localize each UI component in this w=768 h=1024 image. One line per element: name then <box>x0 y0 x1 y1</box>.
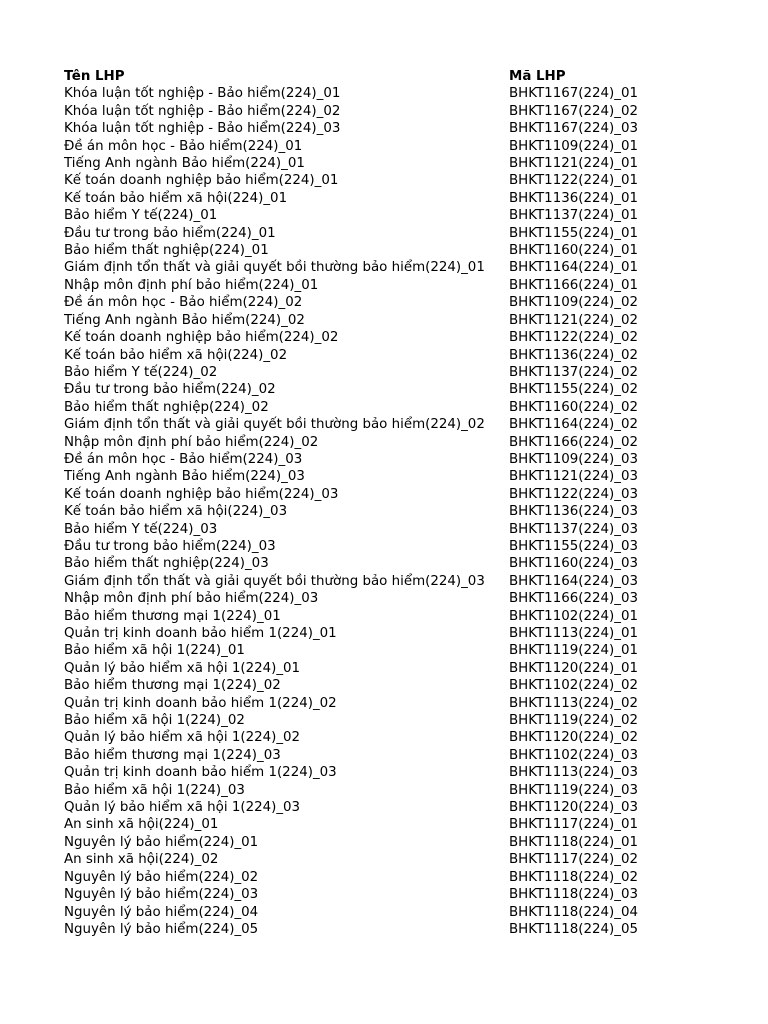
course-name-cell: Bảo hiểm xã hội 1(224)_01 <box>64 643 245 659</box>
table-row <box>64 329 659 346</box>
table-row <box>64 399 659 416</box>
course-name-cell: Bảo hiểm thương mại 1(224)_03 <box>64 747 281 763</box>
course-code-cell: BHKT1137(224)_03 <box>509 521 638 537</box>
table-row <box>64 660 659 677</box>
course-code-cell: BHKT1167(224)_01 <box>509 86 638 102</box>
course-code-cell: BHKT1122(224)_03 <box>509 486 638 502</box>
course-code-cell: BHKT1121(224)_03 <box>509 469 638 485</box>
course-name-cell: An sinh xã hội(224)_02 <box>64 852 219 868</box>
course-name-cell: Nhập môn định phí bảo hiểm(224)_02 <box>64 434 319 450</box>
course-name-cell: Khóa luận tốt nghiệp - Bảo hiểm(224)_01 <box>64 86 341 102</box>
table-row <box>64 851 659 868</box>
course-name-cell: Đầu tư trong bảo hiểm(224)_03 <box>64 538 276 554</box>
table-row <box>64 312 659 329</box>
course-code-cell: BHKT1166(224)_01 <box>509 277 638 293</box>
course-name-cell: Quản lý bảo hiểm xã hội 1(224)_02 <box>64 730 301 746</box>
header-course-code: Mã LHP <box>509 69 566 84</box>
course-name-cell: Nguyên lý bảo hiểm(224)_01 <box>64 834 259 850</box>
table-row <box>64 590 659 607</box>
table-row <box>64 434 659 451</box>
course-code-cell: BHKT1164(224)_03 <box>509 573 638 589</box>
course-name-cell: Giám định tổn thất và giải quyết bồi thường bảo hiểm(224)_02 <box>64 417 485 433</box>
course-name-cell: Nguyên lý bảo hiểm(224)_04 <box>64 904 259 920</box>
course-name-cell: Bảo hiểm thương mại 1(224)_02 <box>64 678 281 694</box>
table-row <box>64 103 659 120</box>
course-code-cell: BHKT1113(224)_02 <box>509 695 638 711</box>
course-name-cell: Đề án môn học - Bảo hiểm(224)_01 <box>64 138 303 154</box>
course-code-cell: BHKT1167(224)_02 <box>509 103 638 119</box>
table-row <box>64 782 659 799</box>
course-code-cell: BHKT1118(224)_02 <box>509 869 638 885</box>
course-code-cell: BHKT1136(224)_02 <box>509 347 638 363</box>
course-name-cell: Kế toán bảo hiểm xã hội(224)_03 <box>64 504 288 520</box>
table-row <box>64 451 659 468</box>
course-code-cell: BHKT1137(224)_01 <box>509 208 638 224</box>
course-section-table <box>64 68 659 938</box>
course-code-cell: BHKT1120(224)_01 <box>509 660 638 676</box>
table-row <box>64 242 659 259</box>
course-code-cell: BHKT1160(224)_03 <box>509 556 638 572</box>
table-row <box>64 172 659 189</box>
table-row <box>64 625 659 642</box>
course-name-cell: Kế toán doanh nghiệp bảo hiểm(224)_02 <box>64 330 339 346</box>
course-name-cell: Nguyên lý bảo hiểm(224)_02 <box>64 869 259 885</box>
table-row <box>64 207 659 224</box>
course-code-cell: BHKT1121(224)_02 <box>509 312 638 328</box>
table-row <box>64 712 659 729</box>
table-row <box>64 869 659 886</box>
header-course-name: Tên LHP <box>64 69 125 84</box>
course-name-cell: Bảo hiểm Y tế(224)_03 <box>64 521 218 537</box>
course-name-cell: Khóa luận tốt nghiệp - Bảo hiểm(224)_03 <box>64 121 341 137</box>
table-row <box>64 538 659 555</box>
table-row <box>64 294 659 311</box>
course-code-cell: BHKT1137(224)_02 <box>509 364 638 380</box>
course-name-cell: Quản lý bảo hiểm xã hội 1(224)_01 <box>64 660 301 676</box>
course-code-cell: BHKT1120(224)_03 <box>509 800 638 816</box>
table-row <box>64 521 659 538</box>
table-row <box>64 277 659 294</box>
table-row <box>64 886 659 903</box>
course-code-cell: BHKT1155(224)_01 <box>509 225 638 241</box>
table-row <box>64 555 659 572</box>
course-code-cell: BHKT1166(224)_02 <box>509 434 638 450</box>
course-code-cell: BHKT1136(224)_03 <box>509 504 638 520</box>
course-name-cell: Bảo hiểm Y tế(224)_02 <box>64 364 218 380</box>
course-name-cell: Giám định tổn thất và giải quyết bồi thường bảo hiểm(224)_01 <box>64 260 485 276</box>
course-name-cell: Quản lý bảo hiểm xã hội 1(224)_03 <box>64 800 301 816</box>
table-row <box>64 503 659 520</box>
course-code-cell: BHKT1121(224)_01 <box>509 156 638 172</box>
course-name-cell: Kế toán bảo hiểm xã hội(224)_01 <box>64 190 288 206</box>
table-row <box>64 138 659 155</box>
course-name-cell: Tiếng Anh ngành Bảo hiểm(224)_01 <box>64 156 305 172</box>
table-row <box>64 799 659 816</box>
course-code-cell: BHKT1120(224)_02 <box>509 730 638 746</box>
course-code-cell: BHKT1118(224)_03 <box>509 887 638 903</box>
course-name-cell: Đầu tư trong bảo hiểm(224)_02 <box>64 382 276 398</box>
table-row <box>64 747 659 764</box>
course-name-cell: Kế toán bảo hiểm xã hội(224)_02 <box>64 347 288 363</box>
table-row <box>64 155 659 172</box>
course-code-cell: BHKT1118(224)_01 <box>509 834 638 850</box>
table-row <box>64 695 659 712</box>
course-name-cell: Nhập môn định phí bảo hiểm(224)_03 <box>64 591 319 607</box>
table-row <box>64 85 659 102</box>
course-name-cell: Kế toán doanh nghiệp bảo hiểm(224)_03 <box>64 486 339 502</box>
table-row <box>64 764 659 781</box>
course-name-cell: Khóa luận tốt nghiệp - Bảo hiểm(224)_02 <box>64 103 341 119</box>
table-row <box>64 573 659 590</box>
course-name-cell: Đề án môn học - Bảo hiểm(224)_03 <box>64 451 303 467</box>
table-row <box>64 834 659 851</box>
table-row <box>64 486 659 503</box>
table-row <box>64 381 659 398</box>
table-row <box>64 120 659 137</box>
table-row <box>64 190 659 207</box>
course-name-cell: Bảo hiểm thất nghiệp(224)_02 <box>64 399 269 415</box>
course-code-cell: BHKT1160(224)_01 <box>509 243 638 259</box>
course-name-cell: An sinh xã hội(224)_01 <box>64 817 219 833</box>
table-row <box>64 729 659 746</box>
table-row <box>64 904 659 921</box>
table-row <box>64 364 659 381</box>
course-code-cell: BHKT1164(224)_02 <box>509 417 638 433</box>
table-row <box>64 225 659 242</box>
course-code-cell: BHKT1118(224)_05 <box>509 921 638 937</box>
course-code-cell: BHKT1160(224)_02 <box>509 399 638 415</box>
course-code-cell: BHKT1102(224)_02 <box>509 678 638 694</box>
table-row <box>64 468 659 485</box>
table-row <box>64 921 659 938</box>
course-code-cell: BHKT1166(224)_03 <box>509 591 638 607</box>
course-code-cell: BHKT1102(224)_03 <box>509 747 638 763</box>
table-row <box>64 816 659 833</box>
course-name-cell: Bảo hiểm xã hội 1(224)_02 <box>64 713 245 729</box>
course-name-cell: Đề án môn học - Bảo hiểm(224)_02 <box>64 295 303 311</box>
course-code-cell: BHKT1109(224)_01 <box>509 138 638 154</box>
course-name-cell: Đầu tư trong bảo hiểm(224)_01 <box>64 225 276 241</box>
course-code-cell: BHKT1164(224)_01 <box>509 260 638 276</box>
course-code-cell: BHKT1118(224)_04 <box>509 904 638 920</box>
course-name-cell: Giám định tổn thất và giải quyết bồi thường bảo hiểm(224)_03 <box>64 573 485 589</box>
course-name-cell: Tiếng Anh ngành Bảo hiểm(224)_02 <box>64 312 305 328</box>
course-code-cell: BHKT1122(224)_02 <box>509 330 638 346</box>
course-name-cell: Quản trị kinh doanh bảo hiểm 1(224)_01 <box>64 626 337 641</box>
course-code-cell: BHKT1109(224)_02 <box>509 295 638 311</box>
table-row <box>64 677 659 694</box>
course-code-cell: BHKT1119(224)_03 <box>509 782 638 798</box>
course-name-cell: Nhập môn định phí bảo hiểm(224)_01 <box>64 277 319 293</box>
course-code-cell: BHKT1102(224)_01 <box>509 608 638 624</box>
course-code-cell: BHKT1113(224)_01 <box>509 626 638 641</box>
table-row <box>64 642 659 659</box>
course-name-cell: Nguyên lý bảo hiểm(224)_05 <box>64 921 259 937</box>
table-row <box>64 608 659 625</box>
course-code-cell: BHKT1117(224)_01 <box>509 817 638 833</box>
course-code-cell: BHKT1136(224)_01 <box>509 190 638 206</box>
course-name-cell: Bảo hiểm thất nghiệp(224)_01 <box>64 243 269 259</box>
course-name-cell: Tiếng Anh ngành Bảo hiểm(224)_03 <box>64 469 305 485</box>
course-name-cell: Bảo hiểm Y tế(224)_01 <box>64 208 218 224</box>
course-code-cell: BHKT1167(224)_03 <box>509 121 638 137</box>
table-body <box>64 85 659 938</box>
course-name-cell: Quản trị kinh doanh bảo hiểm 1(224)_03 <box>64 765 337 781</box>
course-name-cell: Bảo hiểm xã hội 1(224)_03 <box>64 782 245 798</box>
course-name-cell: Quản trị kinh doanh bảo hiểm 1(224)_02 <box>64 695 337 711</box>
course-code-cell: BHKT1113(224)_03 <box>509 765 638 781</box>
course-code-cell: BHKT1119(224)_02 <box>509 713 638 729</box>
course-code-cell: BHKT1117(224)_02 <box>509 852 638 868</box>
table-row <box>64 347 659 364</box>
course-code-cell: BHKT1122(224)_01 <box>509 173 638 189</box>
course-code-cell: BHKT1155(224)_03 <box>509 538 638 554</box>
course-name-cell: Kế toán doanh nghiệp bảo hiểm(224)_01 <box>64 173 339 189</box>
table-header-row <box>64 68 659 85</box>
course-code-cell: BHKT1109(224)_03 <box>509 451 638 467</box>
course-code-cell: BHKT1119(224)_01 <box>509 643 638 659</box>
table-row <box>64 416 659 433</box>
course-name-cell: Nguyên lý bảo hiểm(224)_03 <box>64 887 259 903</box>
table-row <box>64 259 659 276</box>
course-name-cell: Bảo hiểm thất nghiệp(224)_03 <box>64 556 269 572</box>
course-code-cell: BHKT1155(224)_02 <box>509 382 638 398</box>
course-name-cell: Bảo hiểm thương mại 1(224)_01 <box>64 608 281 624</box>
